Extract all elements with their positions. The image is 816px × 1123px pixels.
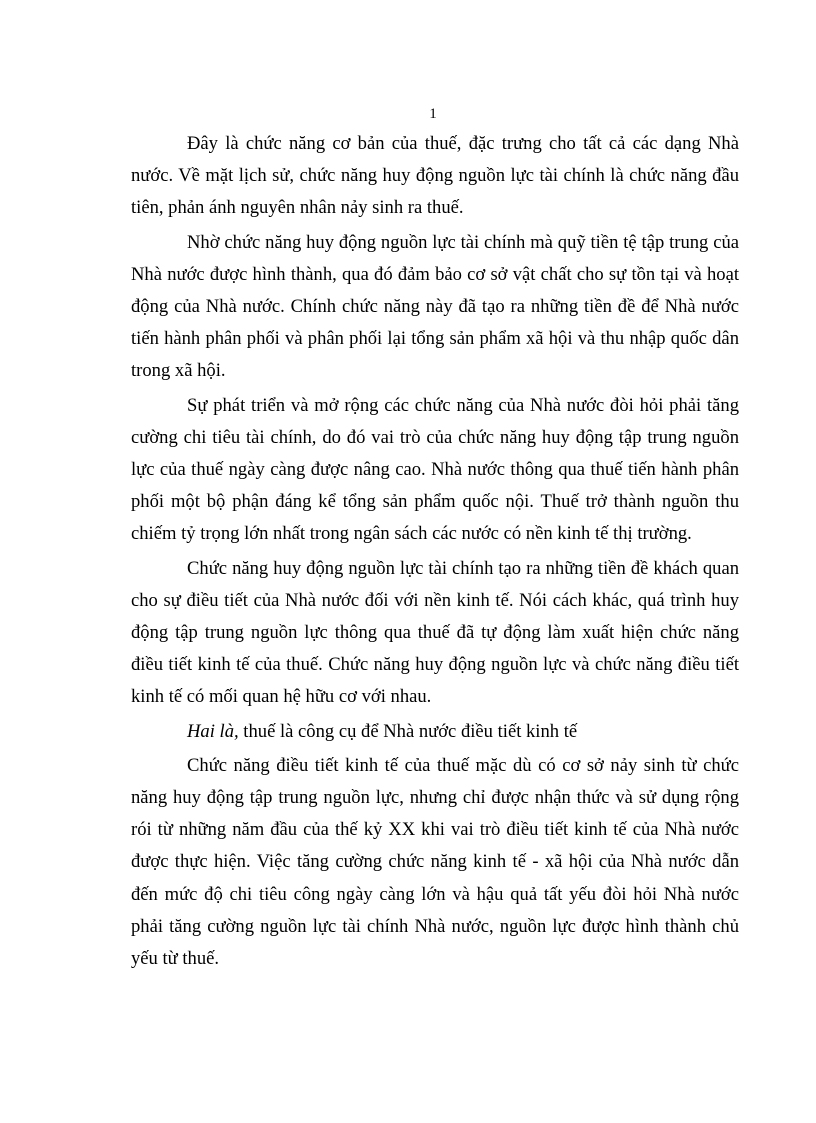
subheading-second-function (131, 716, 739, 748)
page-number: 1 (429, 106, 437, 122)
subheading-italic-lead: Hai là, (187, 720, 239, 742)
paragraph-regulation-function: Chức năng điều tiết kinh tế của thuế mặc dù có cơ sở nảy sinh từ chức năng huy động tập trung nguồn lực, nhưng chỉ được nhận thức và sử dụng rộng rói từ những năm đầu của thế kỷ XX khi vai trò điều tiết kinh tế của Nhà nước được thực hiện. Việc tăng cường chức năng kinh tế - xã hội của Nhà nước dẫn đến mức độ chi tiêu công ngày càng lớn và hậu quả tất yếu đòi hỏi Nhà nước phải tăng cường nguồn lực tài chính Nhà nước, nguồn lực được hình thành chủ yếu từ thuế. (131, 754, 739, 970)
paragraph-tax-basic-function: Đây là chức năng cơ bản của thuế, đặc trưng cho tất cả các dạng Nhà nước. Về mặt lịch sử, chức năng huy động nguồn lực tài chính là chức năng đầu tiên, phản ánh nguyên nhân nảy sinh ra thuế. (131, 133, 739, 219)
document-body (131, 128, 739, 977)
paragraph-expanding-state-functions: Sự phát triển và mở rộng các chức năng của Nhà nước đòi hỏi phải tăng cường chi tiêu tài chính, do đó vai trò của chức năng huy động tập trung nguồn lực của thuế ngày càng được nâng cao. Nhà nước thông qua thuế tiến hành phân phối một bộ phận đáng kể tổng sản phẩm quốc nội. Thuế trở thành nguồn thu chiếm tỷ trọng lớn nhất trong ngân sách các nước có nền kinh tế thị trường. (131, 394, 739, 545)
subheading-text: thuế là công cụ để Nhà nước điều tiết kinh tế (238, 720, 578, 742)
paragraph-economic-regulation-premise: Chức năng huy động nguồn lực tài chính tạo ra những tiền đề khách quan cho sự điều tiết của Nhà nước đối với nền kinh tế. Nói cách khác, quá trình huy động tập trung nguồn lực thông qua thuế đã tự động làm xuất hiện chức năng điều tiết kinh tế của thuế. Chức năng huy động nguồn lực và chức năng điều tiết kinh tế có mối quan hệ hữu cơ với nhau. (131, 557, 739, 708)
paragraph-state-fund-formation: Nhờ chức năng huy động nguồn lực tài chính mà quỹ tiền tệ tập trung của Nhà nước được hình thành, qua đó đảm bảo cơ sở vật chất cho sự tồn tại và hoạt động của Nhà nước. Chính chức năng này đã tạo ra những tiền đề để Nhà nước tiến hành phân phối và phân phối lại tổng sản phẩm xã hội và thu nhập quốc dân trong xã hội. (131, 231, 739, 382)
